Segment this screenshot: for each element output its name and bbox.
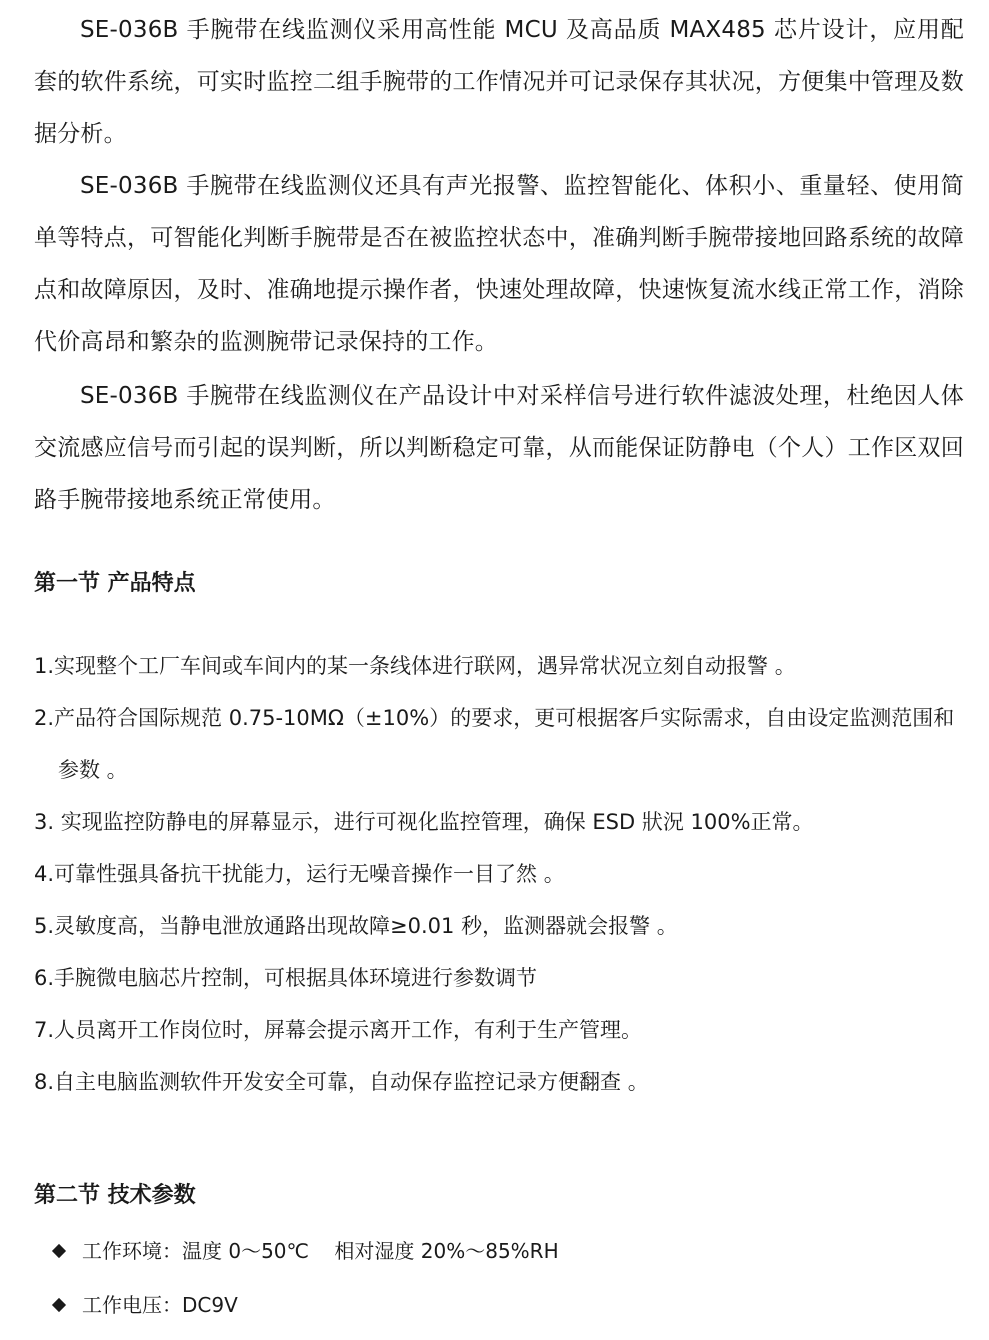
spec-item	[50, 1278, 559, 1332]
feature-list	[34, 640, 964, 1108]
spec-text: 工作环境：温度 0～50℃ 相对湿度 20%～85%RH	[82, 1239, 559, 1263]
list-item: 4.可靠性强具备抗干扰能力，运行无噪音操作一目了然 。	[34, 862, 565, 886]
spec-list	[50, 1224, 559, 1332]
diamond-bullet-icon	[52, 1298, 66, 1312]
diamond-bullet-icon	[52, 1244, 66, 1258]
list-item: 5.灵敏度高，当静电泄放通路出现故障≥0.01 秒，监测器就会报警 。	[34, 914, 678, 938]
list-item: 6.手腕微电脑芯片控制，可根据具体环境进行参数调节	[34, 966, 538, 990]
list-item: 1.实现整个工厂车间或车间内的某一条线体进行联网，遇异常状况立刻自动报警 。	[34, 654, 796, 678]
intro-paragraph-1: SE-036B 手腕带在线监测仪采用高性能 MCU 及高品质 MAX485 芯片设计，应用配套的软件系统，可实时监控二组手腕带的工作情况并可记录保存其状况，方便集中管理及数据分析。	[34, 17, 964, 147]
list-item: 2.产品符合国际规范 0.75-10MΩ（±10%）的要求，更可根据客戶实际需求，自由设定监测范围和参数 。	[34, 706, 955, 782]
spec-item	[50, 1224, 559, 1278]
list-item: 8.自主电脑监测软件开发安全可靠，自动保存监控记录方便翻查 。	[34, 1070, 649, 1094]
section-heading-specs: 第二节 技术参数	[34, 1183, 196, 1208]
list-item: 7.人员离开工作岗位时，屏幕会提示离开工作，有利于生产管理。	[34, 1018, 643, 1042]
spec-text: 工作电压：DC9V	[82, 1293, 238, 1317]
intro-paragraph-2: SE-036B 手腕带在线监测仪还具有声光报警、监控智能化、体积小、重量轻、使用简单等特点，可智能化判断手腕带是否在被监控状态中，准确判断手腕带接地回路系统的故障点和故障原因，及时、准确地提示操作者，快速处理故障，快速恢复流水线正常工作，消除代价高昂和繁杂的监测腕带记录保持的工作。	[34, 173, 964, 355]
section-heading-features: 第一节 产品特点	[34, 571, 196, 596]
intro-paragraph-3: SE-036B 手腕带在线监测仪在产品设计中对采样信号进行软件滤波处理，杜绝因人体交流感应信号而引起的误判断，所以判断稳定可靠，从而能保证防静电（个人）工作区双回路手腕带接地系统正常使用。	[34, 383, 964, 513]
list-item: 3. 实现监控防静电的屏幕显示，进行可视化监控管理，确保 ESD 狀況 100%正常。	[34, 810, 814, 834]
